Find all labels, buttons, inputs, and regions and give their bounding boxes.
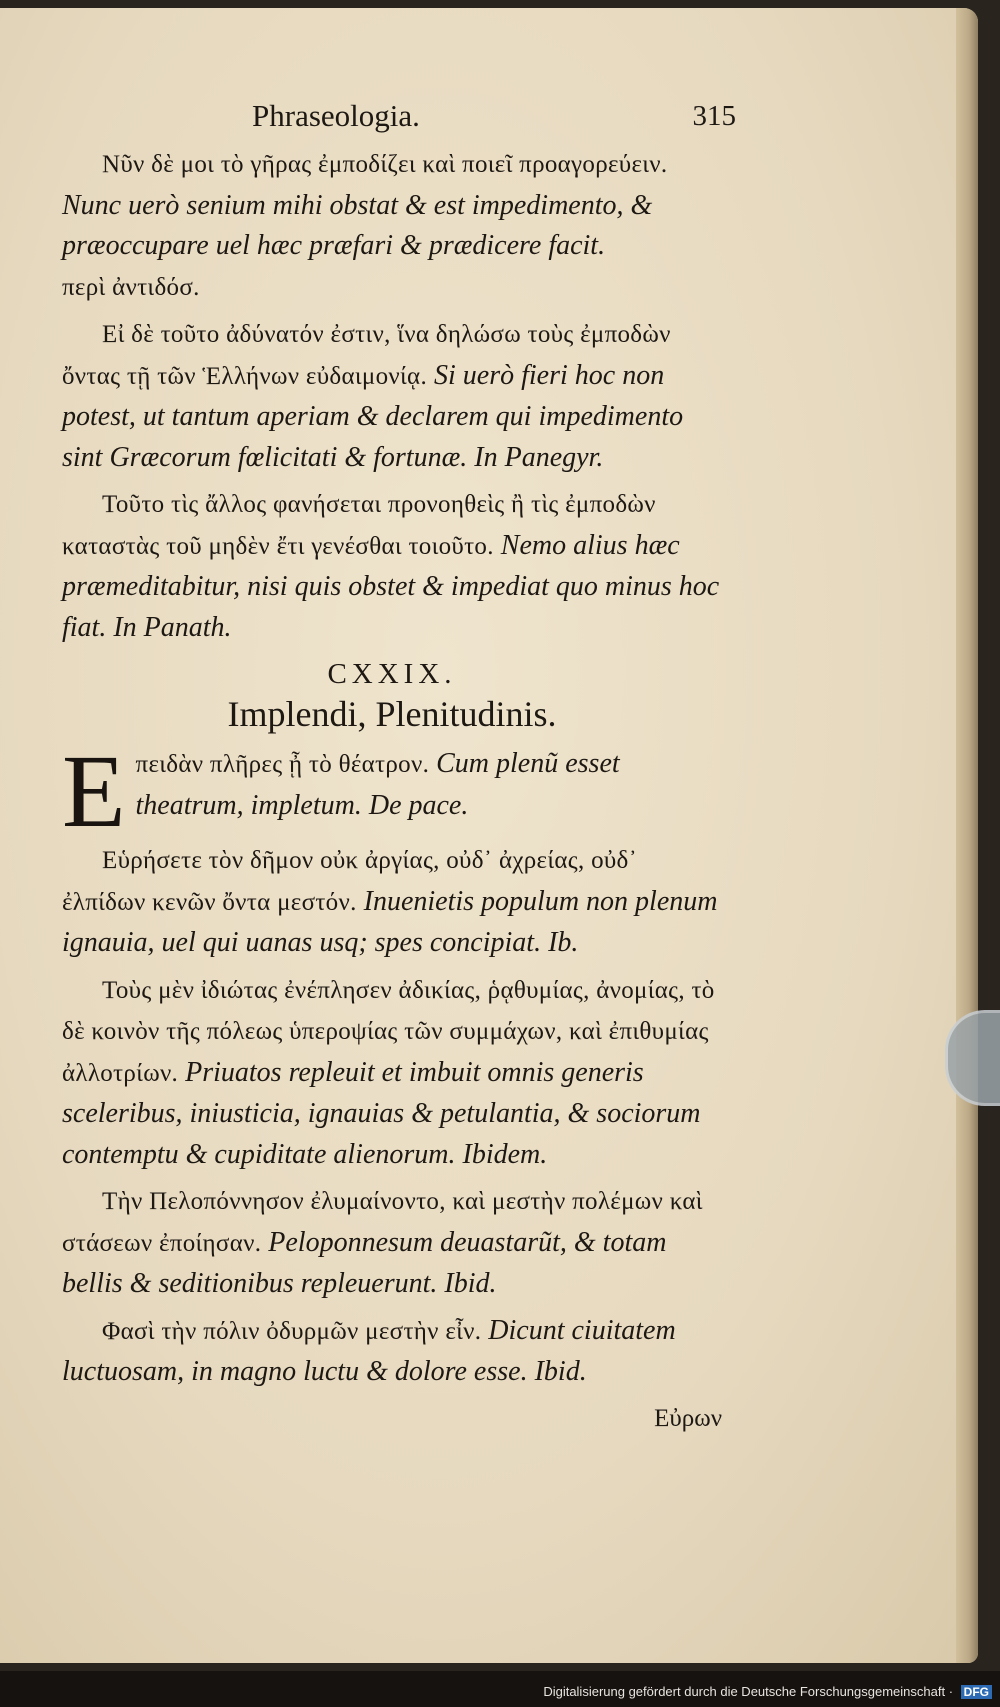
source-reference: Ibidem. <box>462 1138 548 1170</box>
page-number: 315 <box>692 100 736 132</box>
source-reference: περὶ ἀντιδόσ. <box>62 273 200 301</box>
phrase-entry <box>62 1181 722 1305</box>
latin-translation: Nunc uerò senium mihi obstat & est impedimento, & præoccupare uel hæc præfari & prædicere facit. <box>62 189 653 261</box>
drop-capital: E <box>62 734 126 849</box>
phrase-entry <box>62 840 722 964</box>
greek-phrase: Εὑρήσετε τὸν δῆμον οὐκ ἀργίας, οὐδ᾽ ἀχρείας, οὐδ᾽ ἐλπίδων κενῶν ὄντα μεστόν. <box>62 847 638 916</box>
source-reference: In Panath. <box>113 611 232 643</box>
latin-translation: Cum plenũ esset theatrum, impletum. <box>135 748 620 821</box>
greek-phrase: πειδὰν πλῆρες ᾖ τὸ θέατρον. <box>135 751 430 778</box>
text-block <box>62 96 736 1439</box>
latin-translation: Peloponnesum deuastarũt, & totam bellis & seditionibus repleuerunt. <box>62 1226 667 1299</box>
phrase-entry <box>62 1311 722 1393</box>
phrase-entry <box>62 734 722 849</box>
source-reference: De pace. <box>368 789 469 821</box>
greek-phrase: Εἰ δὲ τοῦτο ἀδύνατόν ἐστιν, ἵνα δηλώσω τοὺς ἐμποδὼν ὄντας τῇ τῶν Ἑλλήνων εὐδαιμονίᾳ. <box>62 321 671 390</box>
phrase-entry <box>62 314 722 478</box>
source-reference: Ib. <box>548 927 579 958</box>
phrase-entry <box>62 144 722 308</box>
greek-phrase: Τοῦτο τὶς ἄλλος φανήσεται προνοηθεὶς ἢ τὶς ἐμποδὼν καταστὰς τοῦ μηδὲν ἔτι γενέσθαι τοιοῦτο. <box>62 491 656 560</box>
page-edge <box>956 8 978 1663</box>
credit-text: Digitalisierung gefördert durch die Deutsche Forschungsgemeinschaft · <box>543 1684 954 1699</box>
page-header <box>62 96 736 140</box>
source-reference: In Panegyr. <box>474 441 604 473</box>
digitization-credit <box>543 1684 992 1699</box>
running-head: Phraseologia. <box>252 98 420 133</box>
latin-translation: Priuatos repleuit et imbuit omnis generis sceleribus, iniusticia, ignauias & petulantia, & sociorum contemptu & cupiditate alienorum. <box>62 1056 701 1170</box>
section-number: CXXIX. <box>327 658 457 690</box>
latin-translation: Si uerò fieri hoc non potest, ut tantum aperiam & declarem qui impedimento sint Græcorum fœlicitati & fortunæ. <box>62 359 684 473</box>
phrase-entry <box>62 970 722 1176</box>
greek-phrase: Νῦν δὲ μοι τὸ γῆρας ἐμποδίζει καὶ ποιεῖ προαγορεύειν. <box>102 151 668 178</box>
source-reference: Ibid. <box>444 1268 497 1299</box>
latin-translation: Inuenietis populum non plenum ignauia, uel qui uanas usq; spes concipiat. <box>62 885 718 958</box>
phrase-entry <box>62 484 722 648</box>
catchword: Εὐρων <box>654 1404 722 1432</box>
latin-translation: Nemo alius hæc præmeditabitur, nisi quis obstet & impediat quo minus hoc fiat. <box>62 529 720 643</box>
greek-phrase: Τὴν Πελοπόννησον ἐλυμαίνοντο, καὶ μεστὴν πολέμων καὶ στάσεων ἐποίησαν. <box>62 1188 703 1257</box>
latin-translation: Dicunt ciuitatem luctuosam, in magno luctu & dolore esse. <box>62 1314 676 1387</box>
book-page <box>0 8 978 1663</box>
dfg-logo: DFG <box>961 1685 992 1699</box>
greek-phrase: Τοὺς μὲν ἰδιώτας ἐνέπλησεν ἀδικίας, ῥᾳθυμίας, ἀνομίας, τὸ δὲ κοινὸν τῆς πόλεως ὑπεροψίας τῶν συμμάχων, καὶ ἐπιθυμίας ἀλλοτρίων. <box>62 976 715 1087</box>
source-reference: Ibid. <box>534 1356 587 1387</box>
section-title: Implendi, Plenitudinis. <box>227 694 557 734</box>
greek-phrase: Φασὶ τὴν πόλιν ὀδυρμῶν μεστὴν εἶν. <box>102 1317 482 1345</box>
